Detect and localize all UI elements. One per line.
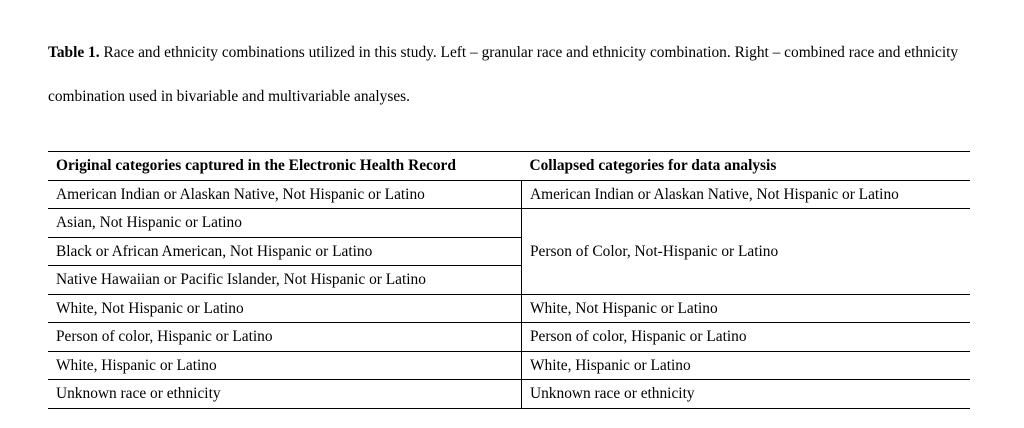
original-category-cell: Black or African American, Not Hispanic or Latino	[48, 237, 522, 266]
table-caption	[48, 31, 978, 119]
table-row	[48, 180, 970, 209]
table-row	[48, 323, 970, 352]
collapsed-category-cell: Person of color, Hispanic or Latino	[522, 323, 971, 352]
collapsed-category-cell: White, Hispanic or Latino	[522, 351, 971, 380]
collapsed-category-cell: Unknown race or ethnicity	[522, 380, 971, 409]
header-row	[48, 152, 970, 181]
collapsed-category-cell: Person of Color, Not-Hispanic or Latino	[522, 209, 971, 295]
collapsed-category-cell: American Indian or Alaskan Native, Not Hispanic or Latino	[522, 180, 971, 209]
race-ethnicity-table	[48, 151, 970, 409]
table-row	[48, 294, 970, 323]
table-row	[48, 209, 970, 238]
header-collapsed-categories: Collapsed categories for data analysis	[522, 152, 971, 181]
original-category-cell: Person of color, Hispanic or Latino	[48, 323, 522, 352]
original-category-cell: Native Hawaiian or Pacific Islander, Not Hispanic or Latino	[48, 266, 522, 295]
original-category-cell: Asian, Not Hispanic or Latino	[48, 209, 522, 238]
collapsed-category-cell: White, Not Hispanic or Latino	[522, 294, 971, 323]
table-row	[48, 380, 970, 409]
table-row	[48, 351, 970, 380]
original-category-cell: American Indian or Alaskan Native, Not Hispanic or Latino	[48, 180, 522, 209]
original-category-cell: Unknown race or ethnicity	[48, 380, 522, 409]
header-original-categories: Original categories captured in the Electronic Health Record	[48, 152, 522, 181]
original-category-cell: White, Not Hispanic or Latino	[48, 294, 522, 323]
caption-text: Race and ethnicity combinations utilized in this study. Left – granular race and ethnicity combination. Right – combined race and ethnicity combination used in bivariable and multivariable analyses.	[48, 44, 959, 105]
caption-label: Table 1.	[48, 44, 100, 61]
original-category-cell: White, Hispanic or Latino	[48, 351, 522, 380]
